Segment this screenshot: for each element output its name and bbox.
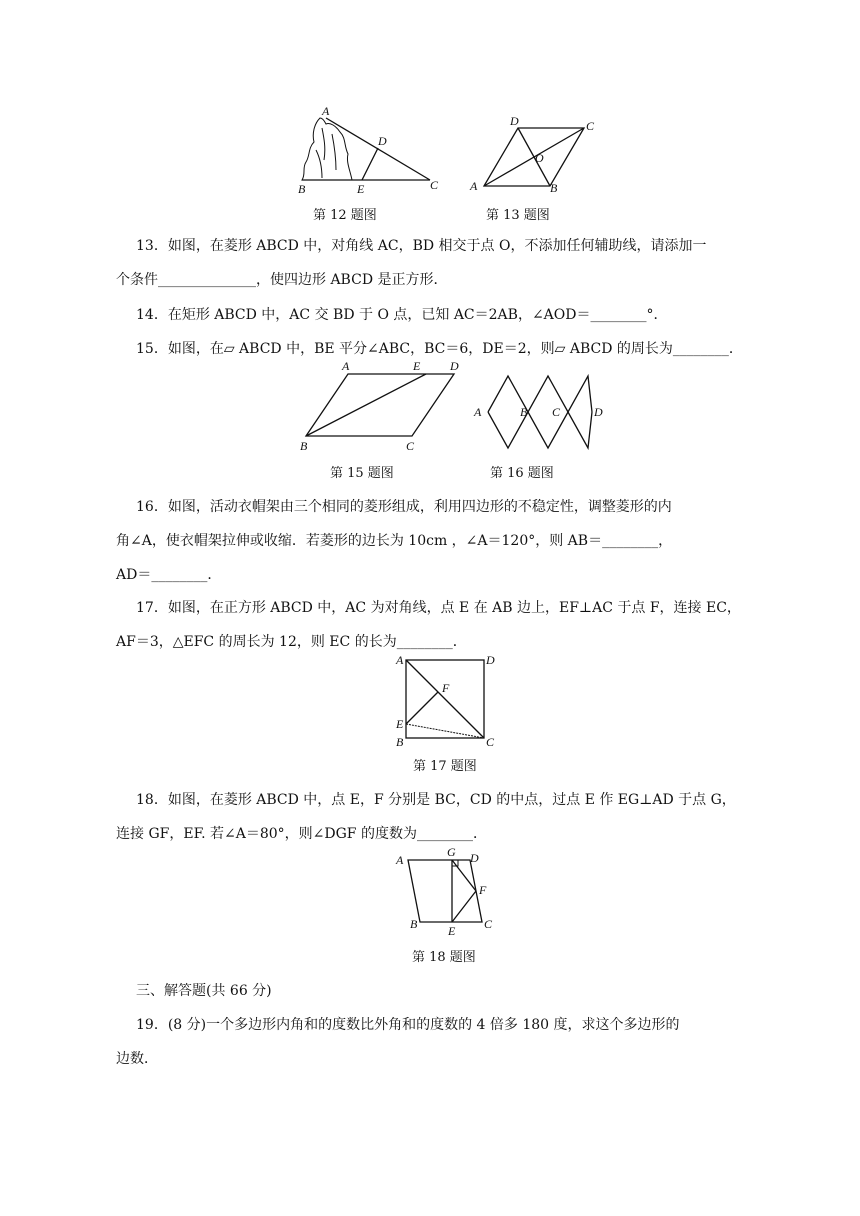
label-E: E	[413, 359, 421, 373]
label-G: G	[447, 845, 456, 859]
label-D: D	[450, 359, 459, 373]
label-F: F	[479, 883, 487, 897]
question-18-line2: 连接 GF，EF. 若∠A＝80°，则∠DGF 的度数为________．	[116, 826, 487, 842]
section-3-heading: 三、解答题(共 66 分)	[136, 983, 272, 999]
caption-fig17: 第 17 题图	[413, 759, 477, 774]
question-13-line2: 个条件______________，使四边形 ABCD 是正方形．	[116, 272, 448, 288]
label-C: C	[406, 439, 415, 453]
caption-fig15: 第 15 题图	[330, 466, 394, 481]
figure-16	[472, 372, 602, 456]
label-A: A	[322, 104, 330, 118]
line-BE	[306, 374, 426, 436]
caption-fig18: 第 18 题图	[412, 950, 476, 965]
line-DE	[362, 148, 378, 180]
rhombus-ABCD	[408, 860, 482, 922]
parallelogram-ABCD	[306, 374, 454, 436]
label-D: D	[486, 653, 495, 667]
figure-17	[392, 652, 504, 748]
label-A: A	[342, 359, 350, 373]
label-C: C	[484, 917, 493, 931]
diag-BD	[518, 128, 550, 186]
line-EF	[452, 891, 476, 922]
label-B: B	[550, 181, 558, 195]
label-C: C	[430, 178, 439, 192]
label-A: A	[470, 179, 478, 193]
question-17-line1: 17．如图，在正方形 ABCD 中，AC 为对角线，点 E 在 AB 边上，EF⊥AC 于点 F，连接 EC，	[136, 600, 741, 616]
label-E: E	[357, 182, 365, 196]
question-14: 14．在矩形 ABCD 中，AC 交 BD 于 O 点，已知 AC＝2AB，∠AOD＝________°．	[136, 307, 668, 323]
figure-18	[394, 846, 506, 938]
label-E: E	[448, 924, 456, 938]
label-A: A	[396, 853, 404, 867]
question-19-line2: 边数．	[116, 1051, 158, 1067]
tree-drawing	[302, 118, 352, 180]
question-19-line1: 19．(8 分)一个多边形内角和的度数比外角和的度数的 4 倍多 180 度，求这个多边形的	[136, 1017, 680, 1033]
figure-15	[296, 360, 466, 456]
figure-12	[292, 104, 452, 196]
label-C: C	[486, 735, 495, 749]
question-16-line3: AD＝________．	[116, 567, 222, 583]
label-A: A	[474, 405, 482, 419]
label-E: E	[396, 717, 404, 731]
label-B: B	[396, 735, 404, 749]
label-D: D	[378, 134, 387, 148]
question-16-line1: 16．如图，活动衣帽架由三个相同的菱形组成，利用四边形的不稳定性，调整菱形的内	[136, 499, 672, 515]
label-A: A	[396, 653, 404, 667]
hanger-lower	[488, 412, 592, 448]
label-C: C	[552, 405, 561, 419]
question-16-line2: 角∠A，使衣帽架拉伸或收缩．若菱形的边长为 10cm ，∠A＝120°，则 AB＝________，	[116, 533, 673, 549]
question-15: 15．如图，在▱ ABCD 中，BE 平分∠ABC，BC＝6，DE＝2，则▱ ABCD 的周长为________．	[136, 341, 743, 357]
label-B: B	[410, 917, 418, 931]
label-D: D	[470, 851, 479, 865]
line-EF	[406, 692, 438, 724]
label-D: D	[594, 405, 603, 419]
label-F: F	[442, 681, 450, 695]
label-O: O	[535, 151, 544, 165]
diag-AC	[406, 660, 484, 738]
caption-fig12: 第 12 题图	[313, 208, 377, 223]
caption-fig13: 第 13 题图	[486, 208, 550, 223]
label-B: B	[300, 439, 308, 453]
label-D: D	[510, 114, 519, 128]
hanger-upper	[488, 376, 592, 412]
question-18-line1: 18．如图，在菱形 ABCD 中，点 E，F 分别是 BC，CD 的中点，过点 E 作 EG⊥AD 于点 G，	[136, 792, 736, 808]
label-C: C	[586, 119, 595, 133]
question-17-line2: AF＝3，△EFC 的周长为 12，则 EC 的长为________．	[116, 634, 467, 650]
figure-13	[466, 116, 606, 196]
caption-fig16: 第 16 题图	[490, 466, 554, 481]
question-13-line1: 13．如图，在菱形 ABCD 中，对角线 AC，BD 相交于点 O，不添加任何辅助线，请添加一	[136, 238, 707, 254]
label-B: B	[520, 405, 528, 419]
label-B: B	[298, 182, 306, 196]
